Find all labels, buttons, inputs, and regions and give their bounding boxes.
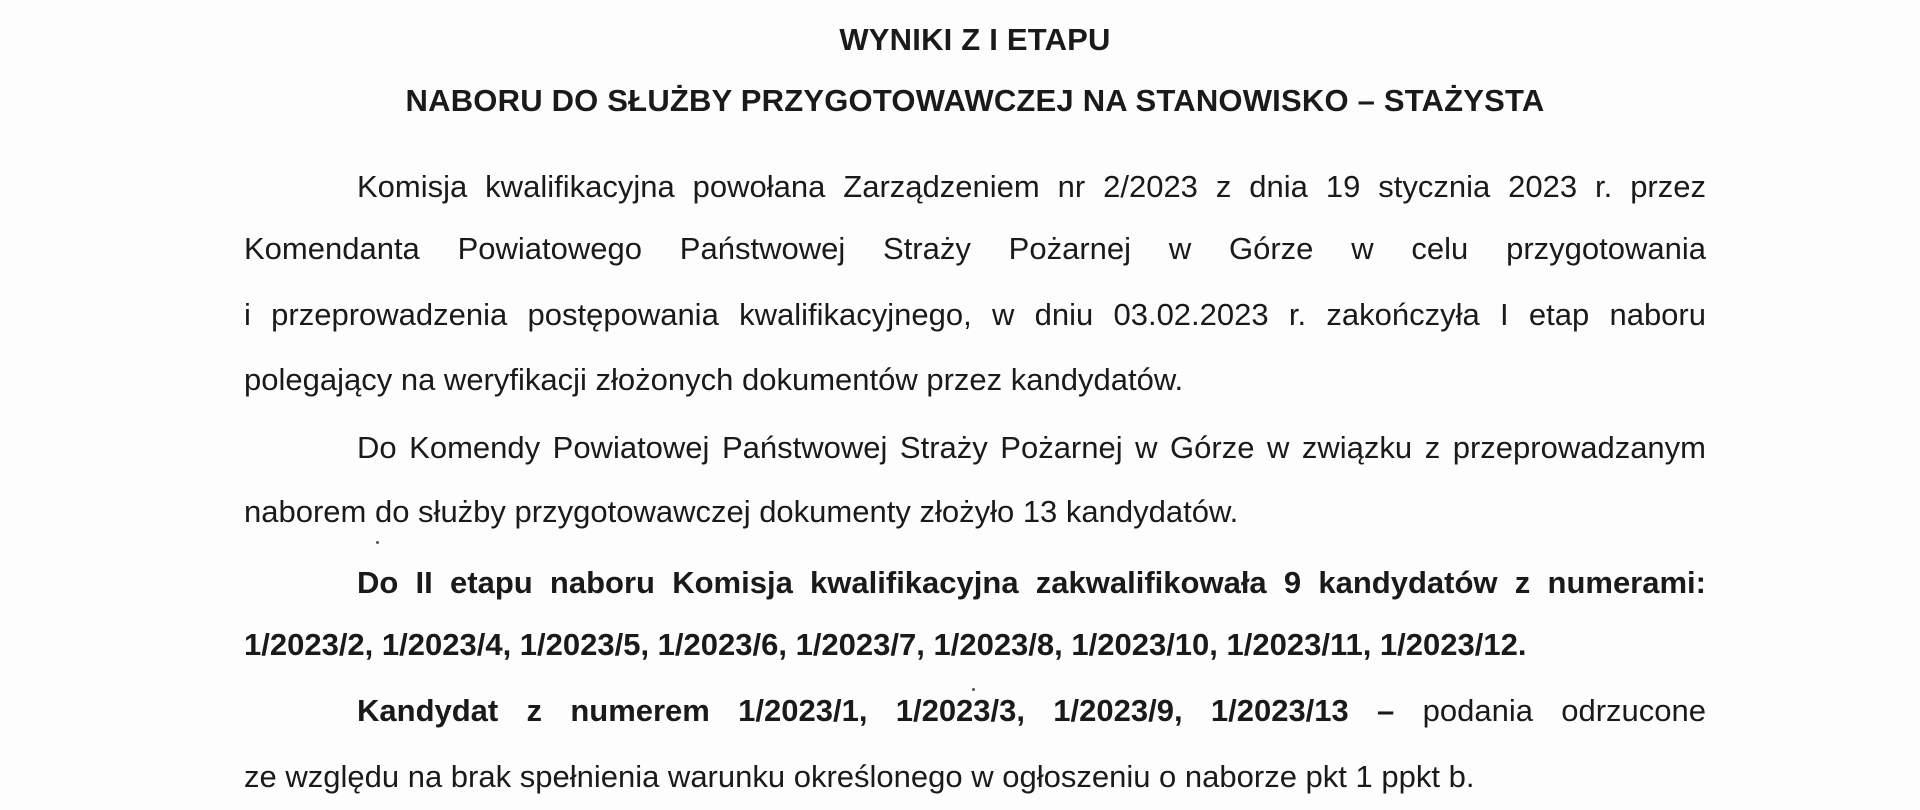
paragraph-2-line-1: Do Komendy Powiatowej Państwowej Straży Pożarnej w Górze w związku z przeprowadzanym bbox=[357, 430, 1706, 465]
rejected-candidates-text: Kandydat z numerem 1/2023/1, 1/2023/3, 1/2023/9, 1/2023/13 – bbox=[357, 693, 1395, 728]
rejection-text: podania odrzucone bbox=[1422, 693, 1706, 728]
scan-speck bbox=[376, 541, 379, 544]
paragraph-1-line-3: i przeprowadzenia postępowania kwalifikacyjnego, w dniu 03.02.2023 r. zakończyła I etap naboru bbox=[244, 297, 1706, 332]
paragraph-3-line-1: Do II etapu naboru Komisja kwalifikacyjna zakwalifikowała 9 kandydatów z numerami: bbox=[357, 565, 1706, 600]
document-subtitle: NABORU DO SŁUŻBY PRZYGOTOWAWCZEJ NA STANOWISKO – STAŻYSTA bbox=[405, 83, 1545, 118]
paragraph-1-line-4: polegający na weryfikacji złożonych dokumentów przez kandydatów. bbox=[244, 362, 1184, 397]
paragraph-4-line-2: ze względu na brak spełnienia warunku określonego w ogłoszeniu o naborze pkt 1 ppkt b. bbox=[244, 759, 1475, 794]
paragraph-1-line-1: Komisja kwalifikacyjna powołana Zarządzeniem nr 2/2023 z dnia 19 stycznia 2023 r. przez bbox=[357, 169, 1706, 204]
paragraph-3-line-2: 1/2023/2, 1/2023/4, 1/2023/5, 1/2023/6, 1/2023/7, 1/2023/8, 1/2023/10, 1/2023/11, 1/2023/12. bbox=[244, 627, 1527, 662]
scan-speck bbox=[972, 688, 975, 691]
document-title: WYNIKI Z I ETAPU bbox=[839, 22, 1111, 57]
paragraph-4-line-1 bbox=[357, 691, 1706, 731]
paragraph-1-line-2: Komendanta Powiatowego Państwowej Straży Pożarnej w Górze w celu przygotowania bbox=[244, 231, 1706, 266]
paragraph-2-line-2: naborem do służby przygotowawczej dokumenty złożyło 13 kandydatów. bbox=[244, 494, 1239, 529]
